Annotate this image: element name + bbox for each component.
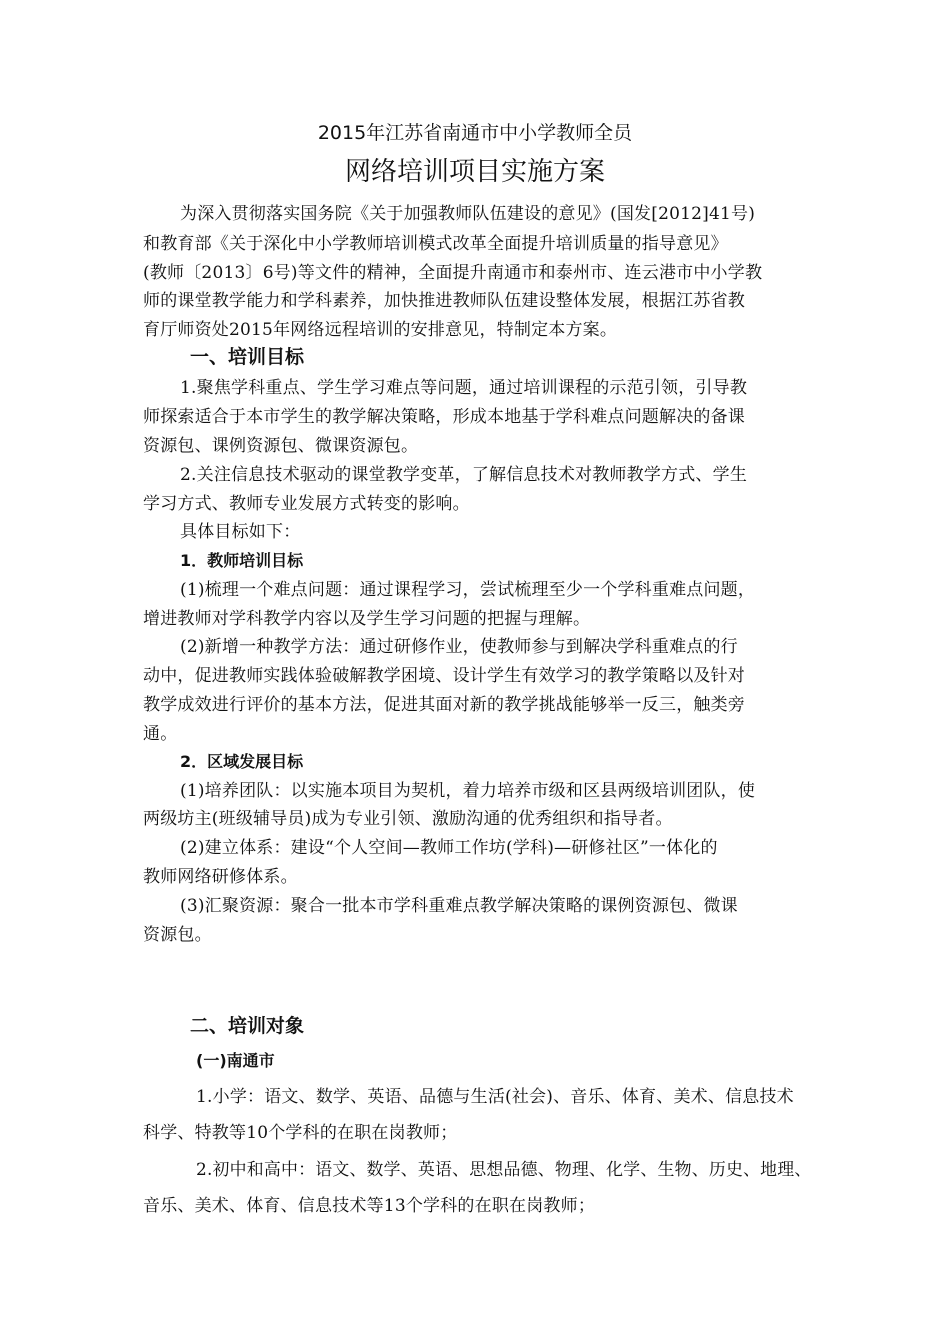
goal-line: 学习方式、教师专业发展方式转变的影响。 [143,494,470,514]
target-line: 科学、特教等10个学科的在职在岗教师； [143,1123,458,1143]
subheading-teacher-goals: 1．教师培训目标 [180,551,304,570]
goal-line: 2.关注信息技术驱动的课堂教学变革，了解信息技术对教师教学方式、学生 [180,465,748,485]
document-title-line2: 网络培训项目实施方案 [344,157,605,187]
intro-line: 和教育部《关于深化中小学教师培训模式改革全面提升培训质量的指导意见》 [143,234,728,254]
subheading-nantong: (一)南通市 [196,1051,275,1070]
document-title-line1: 2015年江苏省南通市中小学教师全员 [317,122,633,144]
goal-item-line: 教学成效进行评价的基本方法，促进其面对新的教学挑战能够举一反三，触类旁 [143,695,745,715]
intro-line: (教师〔2013〕6号)等文件的精神，全面提升南通市和泰州市、连云港市中小学教 [143,263,763,283]
target-line: 2.初中和高中：语文、数学、英语、思想品德、物理、化学、生物、历史、地理、 [196,1160,812,1180]
goal-item-line: 动中，促进教师实践体验破解教学困境、设计学生有效学习的教学策略以及针对 [143,666,745,686]
goal-line: 资源包、课例资源包、微课资源包。 [143,436,419,456]
goal-item-line: 两级坊主(班级辅导员)成为专业引领、激励沟通的优秀组织和指导者。 [143,809,673,829]
specific-goals-intro: 具体目标如下： [180,522,301,542]
target-line: 音乐、美术、体育、信息技术等13个学科的在职在岗教师； [143,1196,596,1216]
goal-item-line: (1)梳理一个难点问题：通过课程学习，尝试梳理至少一个学科重难点问题， [180,580,756,600]
goal-item-line: 资源包。 [143,925,212,945]
intro-line: 师的课堂教学能力和学科素养，加快推进教师队伍建设整体发展，根据江苏省教 [143,291,745,311]
section-heading-goals: 一、培训目标 [190,346,305,368]
goal-item-line: 教师网络研修体系。 [143,867,298,887]
goal-item-line: 通。 [143,724,178,744]
goal-item-line: (1)培养团队：以实施本项目为契机，着力培养市级和区县两级培训团队，使 [180,781,756,801]
goal-line: 1.聚焦学科重点、学生学习难点等问题，通过培训课程的示范引领，引导教 [180,378,748,398]
goal-item-line: (2)新增一种教学方法：通过研修作业，使教师参与到解决学科重难点的行 [180,637,738,657]
section-heading-targets: 二、培训对象 [190,1015,305,1037]
goal-item-line: (2)建立体系：建设“个人空间—教师工作坊(学科)—研修社区”一体化的 [180,838,718,858]
goal-item-line: 增进教师对学科教学内容以及学生学习问题的把握与理解。 [143,609,591,629]
intro-line: 育厅师资处2015年网络远程培训的安排意见，特制定本方案。 [143,320,618,340]
target-line: 1.小学：语文、数学、英语、品德与生活(社会)、音乐、体育、美术、信息技术 [196,1087,794,1107]
goal-line: 师探索适合于本市学生的教学解决策略，形成本地基于学科难点问题解决的备课 [143,407,745,427]
goal-item-line: (3)汇聚资源：聚合一批本市学科重难点教学解决策略的课例资源包、微课 [180,896,738,916]
intro-line: 为深入贯彻落实国务院《关于加强教师队伍建设的意见》(国发[2012]41号) [180,204,756,224]
subheading-regional-goals: 2．区域发展目标 [180,752,304,771]
